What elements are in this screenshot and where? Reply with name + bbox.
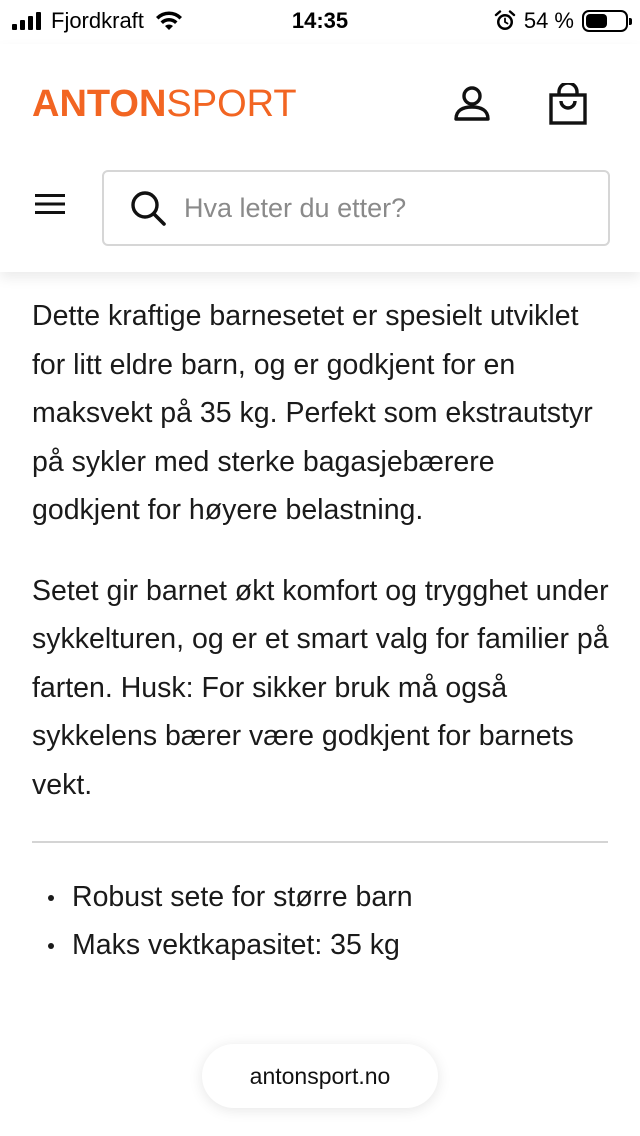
user-icon [453, 86, 491, 122]
logo-text-anton: ANTON [32, 83, 167, 125]
alarm-clock-icon [494, 10, 516, 32]
shopping-bag-icon [549, 83, 587, 125]
menu-button[interactable] [32, 190, 72, 226]
search-icon[interactable] [128, 188, 168, 228]
battery-level-fill [586, 14, 607, 28]
anton-sport-logo[interactable] [32, 83, 297, 125]
description-paragraph-2: Setet gir barnet økt komfort og trygghet under sykkelturen, og er et smart valg for familier på farten. Husk: For sikker bruk må også sykkelens bærer være godkjent for barnets vekt. [32, 574, 609, 801]
status-time: 14:35 [291, 8, 349, 33]
description-paragraph-1: Dette kraftige barnesetet er spesielt utviklet for litt eldre barn, og er godkjent for en maksvekt på 35 kg. Perfekt som ekstrautstyr på sykler med sterke bagasjebærere godkjent for høyere belastning. [32, 300, 593, 526]
content-divider [32, 841, 608, 843]
url-text: antonsport.no [249, 1062, 391, 1089]
search-input[interactable] [184, 193, 584, 224]
battery-icon [582, 10, 628, 32]
product-description [32, 292, 610, 969]
search-box[interactable] [102, 170, 610, 246]
feature-item: Maks vektkapasitet: 35 kg [32, 921, 610, 969]
account-button[interactable] [448, 80, 496, 128]
status-bar-right [494, 8, 628, 34]
feature-list [32, 873, 610, 969]
browser-url-bar[interactable] [202, 1044, 438, 1108]
feature-item: Robust sete for større barn [32, 873, 610, 921]
carrier-name: Fjordkraft [51, 8, 144, 33]
logo-text-sport: SPORT [166, 83, 297, 125]
cart-button[interactable] [544, 78, 592, 130]
status-bar [0, 0, 640, 44]
hamburger-menu-icon [32, 190, 68, 218]
site-header [0, 44, 640, 272]
battery-percentage: 54 % [523, 8, 574, 33]
